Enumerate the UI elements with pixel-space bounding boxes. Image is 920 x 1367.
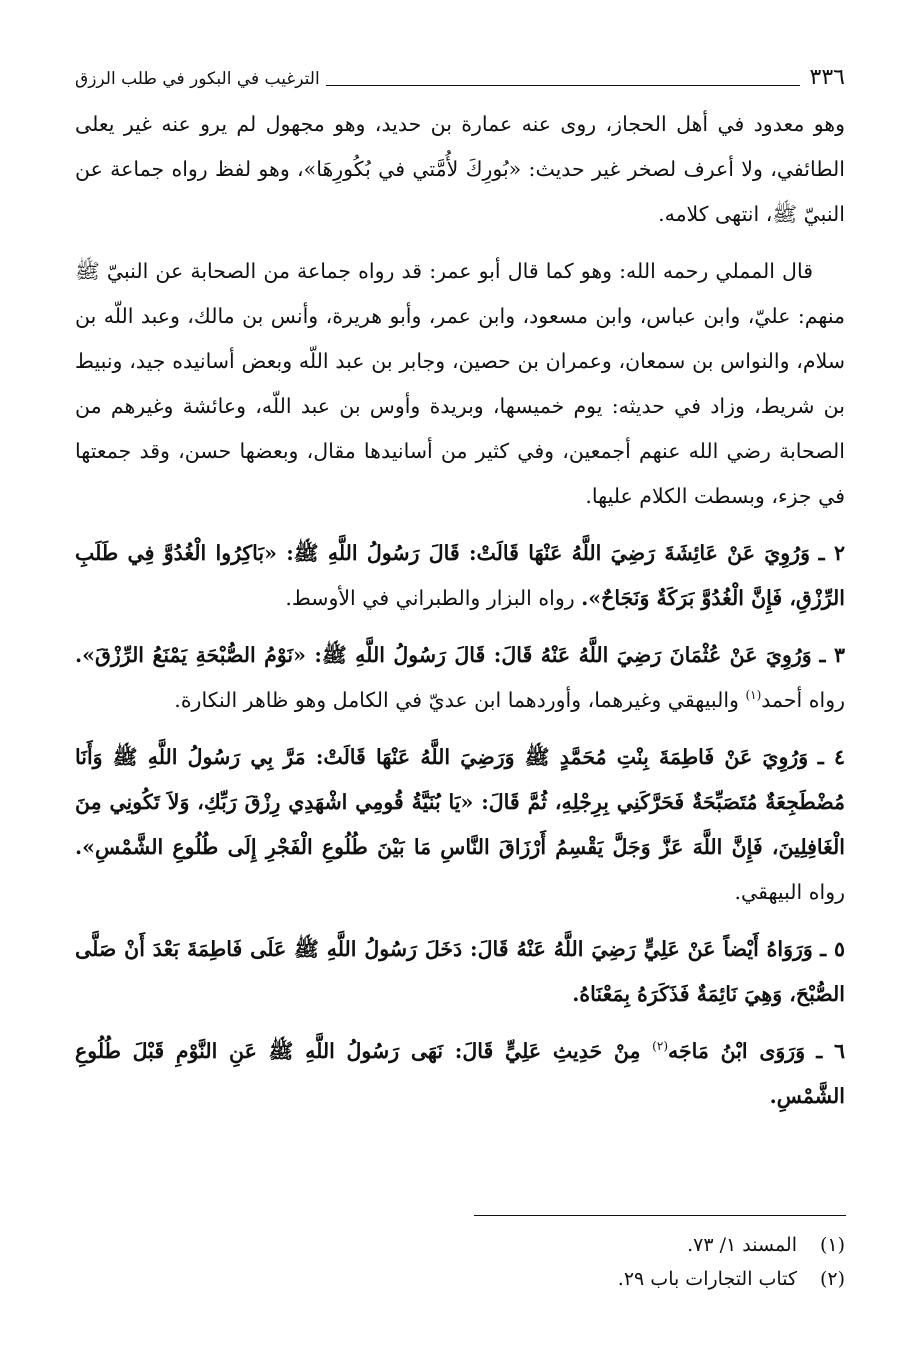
hadith-number: ٣ ـ bbox=[819, 643, 845, 667]
hadith-source: رواه البزار والطبراني في الأوسط. bbox=[285, 586, 582, 610]
footnote-divider bbox=[474, 1215, 846, 1216]
header-rule bbox=[326, 85, 800, 86]
footnote-text: المسند ١/ ٧٣. bbox=[687, 1234, 797, 1256]
hadith-number: ٤ ـ bbox=[817, 745, 845, 769]
hadith-text: وَرُوِيَ عَنْ عُثْمَانَ رَضِيَ اللَّهُ عَنْهُ قَالَ: قَالَ رَسُولُ اللَّهِ ﷺ: «نَوْمُ الصُّبْحَةِ يَمْنَعُ الرِّزْقَ». bbox=[75, 643, 812, 667]
hadith-number: ٦ ـ bbox=[816, 1039, 845, 1063]
hadith-number: ٢ ـ bbox=[818, 541, 845, 565]
footnote-mark: (١) bbox=[819, 1234, 845, 1256]
footnote-ref-2[interactable]: (٢) bbox=[652, 1039, 668, 1054]
hadith-4 bbox=[75, 735, 845, 915]
hadith-text: وَرَوَاهُ أَيْضاً عَنْ عَلِيٍّ رَضِيَ اللَّهُ عَنْهُ قَالَ: دَخَلَ رَسُولُ اللَّهِ ﷺ عَلَى فَاطِمَةَ بَعْدَ أَنْ صَلَّى الصُّبْحَ، وَهِيَ نَائِمَةٌ فَذَكَرَهُ بِمَعْنَاهُ. bbox=[75, 937, 845, 1006]
hadith-2 bbox=[75, 531, 845, 621]
footnote-ref-1[interactable]: (١) bbox=[745, 688, 762, 703]
hadith-text: وَرُوِيَ عَنْ فَاطِمَةَ بِنْتِ مُحَمَّدٍ ﷺ وَرَضِيَ اللَّهُ عَنْهَا قَالَتْ: مَرَّ بِي رَسُولُ اللَّهِ ﷺ وَأَنَا مُضْطَجِعَةٌ مُتَصَبِّحَةٌ فَحَرَّكَنِي بِرِجْلِهِ، ثُمَّ قَالَ: «يَا بُنَيَّةُ قُومِي اشْهَدِي رِزْقَ رَبِّكِ، وَلاَ تَكُونِي مِنَ الْغَافِلِينَ، فَإِنَّ اللَّهَ عَزَّ وَجَلَّ يَقْسِمُ أَرْزَاقَ النَّاسِ مَا بَيْنَ طُلُوعِ الْفَجْرِ إِلَى طُلُوعِ الشَّمْسِ». bbox=[75, 745, 845, 859]
paragraph-continuation: وهو معدود في أهل الحجاز، روى عنه عمارة بن حديد، وهو مجهول لم يرو عنه غير يعلى الطائفي، ولا أعرف لصخر غير حديث: «بُورِكَ لأُمَّتي في بُكُورِهَا»، وهو لفظ رواه جماعة عن النبيّ ﷺ، انتهى كلامه. bbox=[75, 112, 845, 226]
paragraph-commentary: قال المملي رحمه الله: وهو كما قال أبو عمر: قد رواه جماعة من الصحابة عن النبيّ ﷺ منهم: عليّ، وابن عباس، وابن مسعود، وابن عمر، وأبو هريرة، وأنس بن مالك، وعبد اللّه بن سلام، والنواس بن سمعان، وعمران بن حصين، وجابر بن عبد اللّه وبعض أسانيده جيد، ونبيط بن شريط، وزاد في حديثه: يوم خميسها، وبريدة وأوس بن عبد اللّه، وعائشة وغيرهم من الصحابة رضي الله عنهم أجمعين، وفي كثير من أسانيدها مقال، وبعضها حسن، وقد جمعتها في جزء، وبسطت الكلام عليها. bbox=[75, 259, 845, 508]
hadith-text: وَرُوِيَ عَنْ عَائِشَةَ رَضِيَ اللَّهُ عَنْهَا قَالَتْ: قَالَ رَسُولُ اللَّهِ ﷺ: «بَاكِرُوا الْغُدُوَّ فِي طَلَبِ الرِّزْقِ، فَإِنَّ الْغُدُوَّ بَرَكَةٌ وَنَجَاحٌ». bbox=[75, 541, 845, 610]
hadith-5 bbox=[75, 927, 845, 1017]
hadith-source: رواه أحمد bbox=[761, 688, 845, 712]
hadith-6 bbox=[75, 1029, 845, 1119]
book-page bbox=[75, 62, 845, 1131]
running-header bbox=[75, 62, 845, 92]
page-number: ٣٣٦ bbox=[809, 65, 845, 90]
footnote-mark: (٢) bbox=[819, 1268, 845, 1290]
hadith-text: وَرَوَى ابْنُ مَاجَه bbox=[668, 1039, 806, 1063]
hadith-3 bbox=[75, 633, 845, 723]
footnote-1 bbox=[75, 1228, 845, 1262]
footnotes bbox=[75, 1228, 845, 1296]
footnote-text: كتاب التجارات باب ٢٩. bbox=[617, 1268, 797, 1290]
hadith-source: رواه البيهقي. bbox=[734, 880, 845, 904]
hadith-source-cont: والبيهقي وغيرهما، وأوردهما ابن عديّ في الكامل وهو ظاهر النكارة. bbox=[174, 688, 746, 712]
hadith-text-cont: مِنْ حَدِيثِ عَلِيٍّ قَالَ: نَهَى رَسُولُ اللَّهِ ﷺ عَنِ النَّوْمِ قَبْلَ طُلُوعِ الشَّمْسِ. bbox=[75, 1039, 845, 1108]
footnote-2 bbox=[75, 1262, 845, 1296]
running-title: الترغيب في البكور في طلب الرزق bbox=[75, 69, 320, 89]
hadith-number: ٥ ـ bbox=[820, 937, 845, 961]
